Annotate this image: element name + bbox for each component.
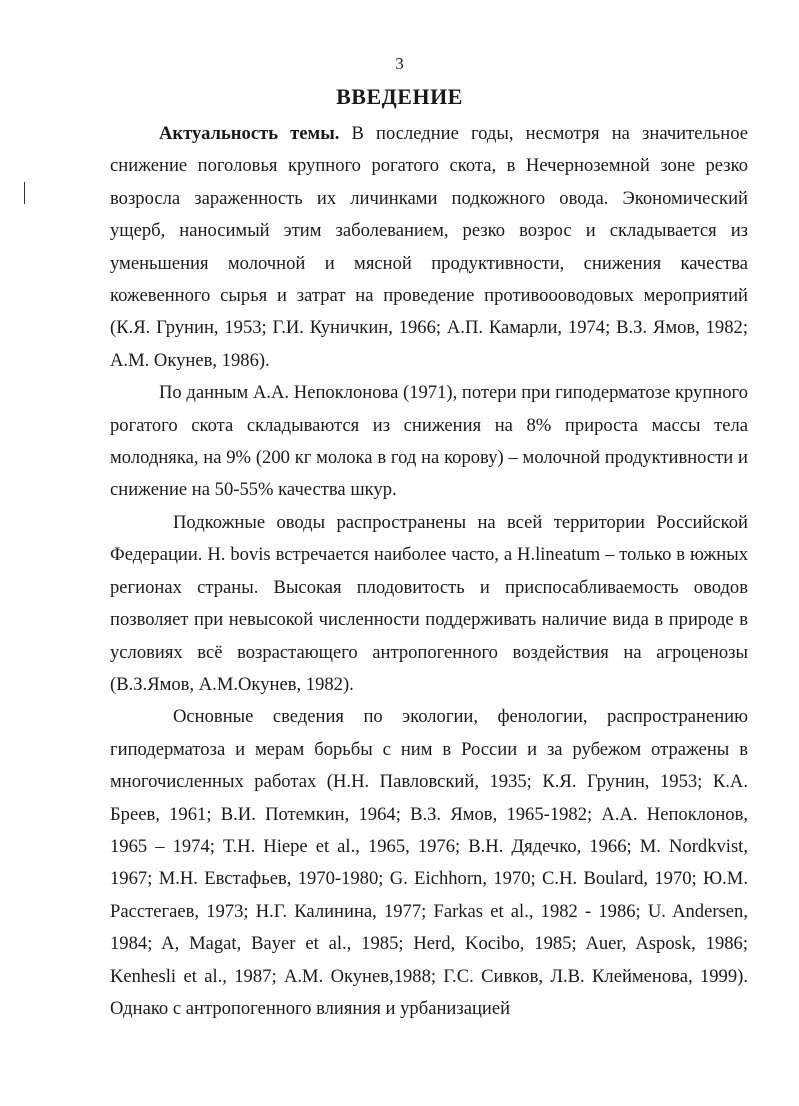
paragraph-losses [110, 377, 748, 507]
body-text [110, 118, 748, 1025]
margin-mark [24, 182, 25, 204]
paragraph-distribution [110, 507, 748, 701]
paragraph-relevance [110, 118, 748, 377]
paragraph-lead: Актуальность темы. [159, 123, 340, 144]
paragraph-text: Подкожные оводы распространены на всей территории Российской Федерации. H. bovis встречается наиболее часто, а H.lineatum – только в южных регионах страны. Высокая плодовитость и приспосабливаемость оводов позволяет при невысокой численности поддерживать наличие вида в природе в условиях всё возрастающего антропогенного воздействия на агроценозы (В.З.Ямов, А.М.Окунев, 1982). [110, 511, 748, 695]
paragraph-research [110, 701, 748, 1025]
page-title: ВВЕДЕНИЕ [336, 84, 463, 109]
paragraph-text: В последние годы, несмотря на значительное снижение поголовья крупного рогатого скота, в Нечерноземной зоне резко возросла зараженность их личинками подкожного овода. Экономический ущерб, наносимый этим заболеванием, резко возрос и складывается из уменьшения молочной и мясной продуктивности, снижения качества кожевенного сырья и затрат на проведение противоооводовых мероприятий (К.Я. Грунин, 1953; Г.И. Куничкин, 1966; А.П. Камарли, 1974; В.З. Ямов, 1982; А.М. Окунев, 1986). [110, 123, 748, 371]
page-number: 3 [395, 54, 404, 73]
paragraph-text: Основные сведения по экологии, фенологии, распространению гиподерматоза и мерам борьбы с ним в России и за рубежом отражены в многочисленных работах (Н.Н. Павловский, 1935; К.Я. Грунин, 1953; К.А. Бреев, 1961; В.И. Потемкин, 1964; В.З. Ямов, 1965-1982; А.А. Непоклонов, 1965 – 1974; Т.Н. Hiepe et al., 1965, 1976; В.Н. Дядечко, 1966; M. Nordkvist, 1967; М.Н. Евстафьев, 1970-1980; G. Eichhorn, 1970; С.Н. Boulard, 1970; Ю.М. Расстегаев, 1973; Н.Г. Калинина, 1977; Farkas et al., 1982 - 1986; U. Andersen, 1984; A, Magat, Bayer et al., 1985; Herd, Kocibo, 1985; Auer, Asposk, 1986; Kenhesli et al., 1987; А.М. Окунев,1988; Г.С. Сивков, Л.В. Клейменова, 1999). Однако с антропогенного влияния и урбанизацией [110, 706, 748, 1019]
paragraph-text: По данным А.А. Непоклонова (1971), потери при гиподерматозе крупного рогатого скота складываются из снижения на 8% прироста массы тела молодняка, на 9% (200 кг молока в год на корову) – молочной продуктивности и снижение на 50-55% качества шкур. [110, 382, 748, 501]
